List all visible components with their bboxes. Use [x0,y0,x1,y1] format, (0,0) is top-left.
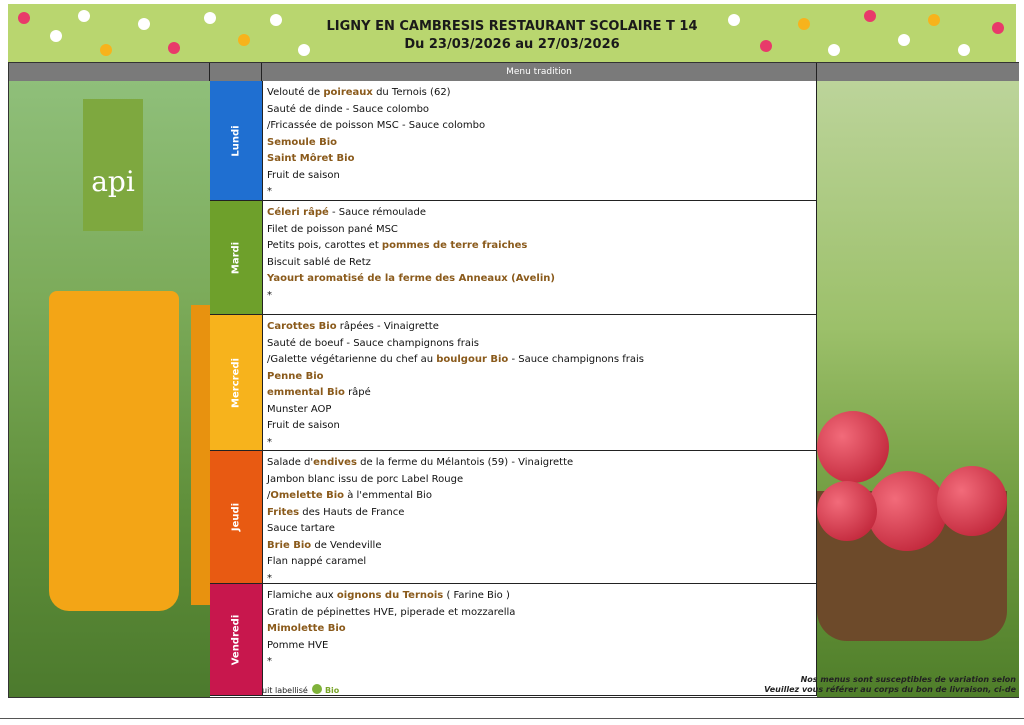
menu-line [267,418,812,435]
menu-highlight-text: Brie Bio [267,539,312,551]
apple-image [867,471,947,551]
menu-line [267,151,812,168]
menu-text: râpées - Vinaigrette [336,321,439,332]
menu-line [267,238,812,255]
menu-text: des Hauts de France [299,506,405,518]
menu-text: Sauté de dinde [267,103,346,115]
menu-highlight-text: Frites [267,506,300,518]
menu-highlight-text: Céleri râpé [267,207,329,218]
day-label-cell [210,451,262,584]
menu-text: de Vendeville [311,539,382,551]
header-right-blank [817,63,1019,81]
menu-text: * [267,289,272,301]
legend-note [262,684,339,695]
menu-text: ( Farine Bio ) [443,590,510,601]
menu-text: Pomme HVE [267,639,329,651]
menu-text: Petits pois, carottes et [267,240,382,251]
footnote-line-2: Veuillez vous référer au corps du bon de livraison, ci-de [764,685,1016,694]
menu-line [267,118,812,135]
menu-highlight-text: pommes de terre fraiches [381,240,528,251]
day-label-cell [210,201,262,315]
page-bottom-rule [0,718,1024,719]
menu-text: râpé [344,387,371,398]
menu-line [267,521,812,538]
menu-line [267,102,812,119]
menu-line [267,554,812,571]
menu-line [267,352,812,369]
menu-line [267,488,812,505]
menu-highlight-text: Carottes Bio [267,321,337,332]
apple-image [937,466,1007,536]
menu-text: * [267,572,272,584]
menu-text: à l'emmental Bio [344,490,432,501]
bio-icon [312,684,322,694]
menu-text: Salade d' [267,457,314,468]
menu-highlight-text: Semoule Bio [267,136,338,148]
menu-highlight-text: oignons du Ternois [336,590,444,601]
menu-text: du Ternois (62) [372,87,451,98]
api-logo: api [83,99,143,231]
menu-line [267,271,812,288]
menu-line [267,288,812,305]
menu-text: Flamiche aux [267,590,337,601]
menu-line [267,255,812,272]
menu-text: - Sauce rémoulade [328,207,427,218]
menu-highlight-text: endives [313,457,357,468]
menu-line [267,538,812,555]
menu-text: * [267,436,272,448]
menu-grid [8,62,1019,698]
menu-line [267,319,812,336]
menu-highlight-text: emmental Bio [267,387,345,398]
menu-highlight-text: Mimolette Bio [267,623,346,634]
menu-line [267,336,812,353]
apple-image [817,411,889,483]
menu-text: * [267,186,272,197]
date-range: Du 23/03/2026 au 27/03/2026 [404,37,620,52]
day-name: Mardi [230,241,242,274]
day-menu-cell [262,201,817,315]
right-decor-image [817,81,1019,697]
menu-text: Munster AOP [267,403,332,415]
menu-text: Biscuit sablé de Retz [267,256,371,268]
day-name: Lundi [230,124,242,157]
day-label-cell [210,584,262,696]
menu-line [267,168,812,185]
footnote [716,675,1016,695]
menu-highlight-text: Yaourt aromatisé de la ferme des Anneaux (Avelin) [267,273,555,284]
menu-text: Flan nappé caramel [267,556,367,567]
day-name: Vendredi [230,614,242,665]
page-title: LIGNY EN CAMBRESIS RESTAURANT SCOLAIRE T 14 [326,19,698,34]
menu-text: - Sauce champignons frais [346,337,479,349]
menu-line [267,472,812,489]
day-menu-cell [262,315,817,451]
menu-line [267,385,812,402]
day-menu-cell [262,81,817,201]
menu-line [267,135,812,152]
menu-text: Velouté de [267,87,324,98]
menu-text: Sauté de boeuf [267,337,347,349]
menu-line [267,654,812,671]
menu-text: * [267,656,272,667]
menu-text: de la ferme du Mélantois (59) - Vinaigrette [356,457,574,468]
menu-text: Jambon blanc issu de porc Label Rouge [267,473,464,485]
menu-line [267,435,812,452]
menu-line [267,638,812,655]
legend-text: uit labellisé [262,686,308,695]
menu-text: Fruit de saison [267,169,340,181]
legend-bio: Bio [324,686,340,695]
menu-line [267,184,812,201]
menu-text: - Sauce colombo [345,103,430,115]
menu-line [267,455,812,472]
menu-line [267,205,812,222]
menu-text: /Galette végétarienne du chef au [267,354,437,365]
header-left-blank [9,63,210,81]
header-banner [8,4,1016,62]
menu-column-header: Menu tradition [262,63,817,81]
header-day-blank [210,63,262,81]
title-block [8,18,1016,54]
day-menu-cell [262,451,817,584]
menu-highlight-text: poireaux [323,87,373,98]
menu-line [267,621,812,638]
menu-text: - Sauce champignons frais [508,354,644,365]
menu-line [267,605,812,622]
menu-line [267,222,812,239]
menu-text: / [267,490,271,501]
second-boot-illustration [191,305,210,605]
footnote-line-1: Nos menus sont susceptibles de variation selon [800,675,1016,684]
menu-text: - Sauce colombo [401,120,486,131]
yellow-boot-illustration [49,291,179,611]
menu-line [267,85,812,102]
menu-highlight-text: Omelette Bio [270,490,345,501]
day-label-cell [210,315,262,451]
menu-text: Sauce tartare [267,523,335,534]
menu-highlight-text: boulgour Bio [436,354,509,365]
menu-highlight-text: Saint Môret Bio [267,153,355,164]
menu-text: Gratin de pépinettes HVE, piperade et mozzarella [267,606,516,618]
menu-line [267,505,812,522]
menu-line [267,369,812,386]
menu-line [267,588,812,605]
menu-text: Fruit de saison [267,420,340,431]
menu-line [267,402,812,419]
menu-highlight-text: Penne Bio [267,370,324,382]
day-label-cell [210,81,262,201]
day-name: Mercredi [230,357,242,408]
apple-image [817,481,877,541]
left-decor-image [9,81,210,697]
menu-text: Filet de poisson pané MSC [267,223,398,235]
day-name: Jeudi [230,502,242,532]
menu-text: /Fricassée de poisson MSC [267,120,402,131]
